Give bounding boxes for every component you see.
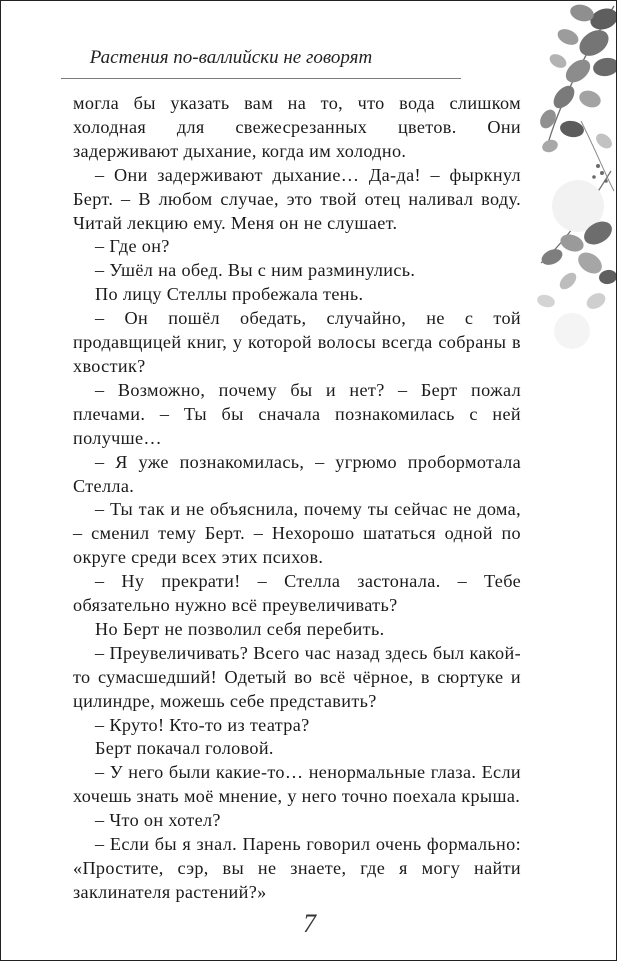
paragraph: – Я уже познакомилась, – угрюмо пробормотала Стелла. <box>73 451 521 496</box>
paragraph: – Что он хотел? <box>95 810 221 831</box>
paragraph: – Если бы я знал. Парень говорил очень формально: «Простите, сэр, вы не знаете, где я могу найти заклинателя растений?» <box>73 834 521 902</box>
paragraph: – Ты так и не объяснила, почему ты сейчас не дома, – сменил тему Берт. – Нехорошо шататься одной по округе среди всех этих психов. <box>73 499 521 568</box>
paragraph: – Круто! Кто-то из театра? <box>95 714 310 735</box>
body-text <box>73 92 521 905</box>
running-head: Растения по-валлийски не говорят <box>89 47 373 68</box>
paragraph: Но Берт не позволил себя перебить. <box>95 618 385 639</box>
header-divider <box>61 78 461 79</box>
paragraph: – Возможно, почему бы и нет? – Берт пожал плечами. – Ты бы сначала познакомилась с ней получше… <box>73 379 521 448</box>
paragraph: могла бы указать вам на то, что вода слишком холодная для свежесрезанных цветов. Они задерживают дыхание, когда им холодно. <box>73 93 521 161</box>
paragraph: – Где он? <box>95 236 170 257</box>
paragraph: – Ну прекрати! – Стелла застонала. – Тебе обязательно нужно всё преувеличивать? <box>73 571 521 616</box>
paragraph: – У него были какие-то… ненормальные глаза. Если хочешь знать моё мнение, у него точно поехала крыша. <box>73 762 521 807</box>
paragraph: – Они задерживают дыхание… Да-да! – фыркнул Берт. – В любом случае, это твой отец наливал воду. Читай лекцию ему. Меня он не слушает. <box>73 164 521 233</box>
paragraph: Берт покачал головой. <box>95 738 274 759</box>
paragraph: – Он пошёл обедать, случайно, не с той продавщицей книг, у которой волосы всегда собраны в хвостик? <box>73 308 521 376</box>
paragraph: – Ушёл на обед. Вы с ним разминулись. <box>95 260 416 281</box>
paragraph: – Преувеличивать? Всего час назад здесь был какой-то сумасшедший! Одетый во всё чёрное, в сюртуке и цилиндре, можешь себе представить? <box>73 642 521 711</box>
page-number: 7 <box>303 909 316 938</box>
paragraph: По лицу Стеллы пробежала тень. <box>95 284 364 305</box>
